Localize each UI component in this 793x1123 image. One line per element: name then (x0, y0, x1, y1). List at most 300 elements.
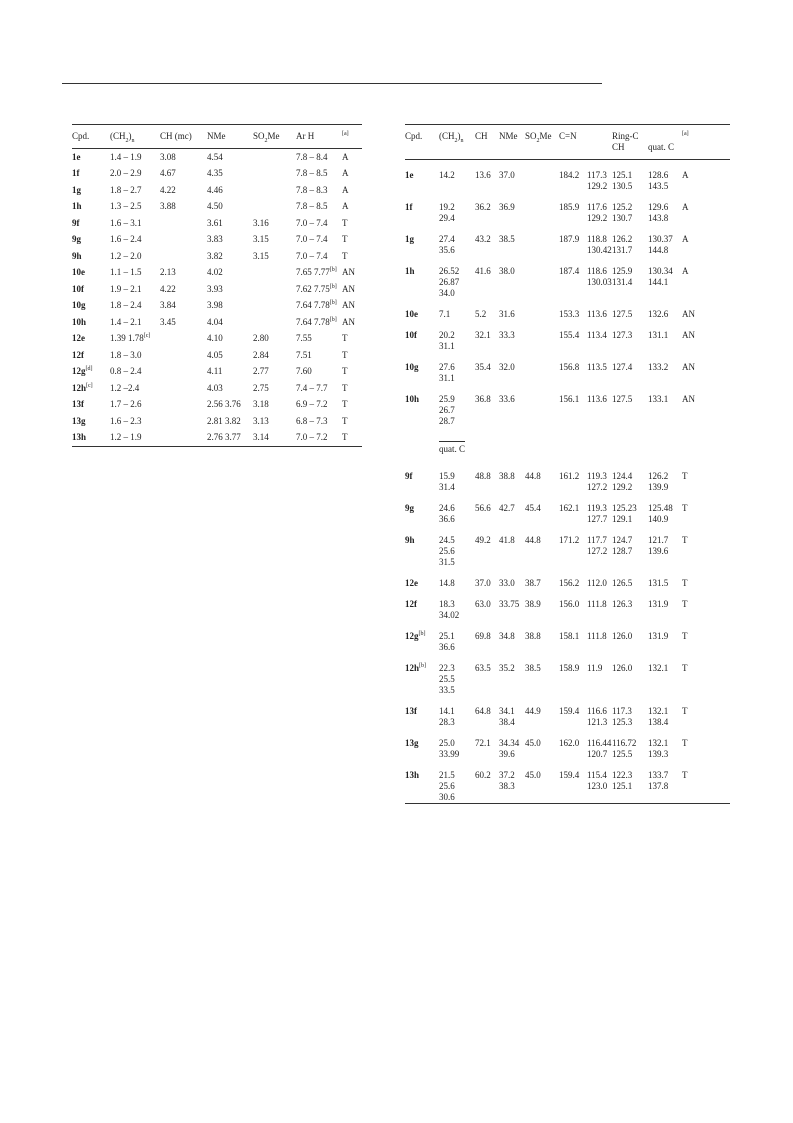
cell-cn: 156.1 (559, 394, 580, 404)
cell-ring-ch-1: 113.6 (587, 309, 607, 319)
cell-ch2n: 19.2 29.4 (439, 202, 455, 223)
table-row (405, 299, 730, 320)
cell-solvent: T (342, 234, 348, 245)
table-header-row (405, 125, 730, 143)
cell-ring-ch-1: 115.4 123.0 (587, 770, 608, 791)
cell-ring-ch-1: 116.44 120.7 (587, 738, 612, 759)
table-row (405, 568, 730, 589)
cell-solvent: T (342, 399, 348, 410)
cell-ch: 60.2 (475, 770, 491, 780)
cell-so2me: 3.15 (253, 234, 269, 245)
cell-ch: 13.6 (475, 170, 491, 180)
cell-solvent: T (342, 432, 348, 443)
cell-cpd: 10e (72, 267, 85, 278)
cell-solvent: T (682, 770, 688, 780)
cell-so2me: 3.16 (253, 217, 269, 228)
table-row (405, 728, 730, 760)
cell-nme: 38.0 (499, 266, 515, 276)
top-rule (62, 83, 602, 84)
cell-ring-quat: 132.1 139.3 (648, 738, 669, 759)
cell-nme: 2.76 3.77 (207, 432, 241, 443)
cell-so2me: 3.13 (253, 415, 269, 426)
cell-ch2n: 14.2 (439, 170, 455, 180)
cell-arh: 7.8 – 8.5 (296, 168, 328, 179)
cell-ring-quat: 130.34 144.1 (648, 266, 673, 287)
cell-nme: 2.56 3.76 (207, 399, 241, 410)
col-header-ch2n: $(CH_2)_n$ (439, 131, 464, 144)
cell-ring-quat: 126.2 139.9 (648, 471, 669, 492)
cell-ch: 64.8 (475, 706, 491, 716)
cell-ring-quat: 128.6 143.5 (648, 170, 669, 191)
col-header-so2me: $SO_2Me$ (253, 131, 280, 144)
cell-ch2n: 25.1 36.6 (439, 631, 455, 652)
cell-nme: 35.2 (499, 663, 515, 673)
cell-solvent: A (682, 202, 689, 212)
cell-so2me (253, 149, 296, 166)
cell-so2me: 44.9 (525, 706, 541, 716)
cell-cpd: 1h (405, 266, 415, 276)
cell-ch: 69.8 (475, 631, 491, 641)
cell-nme: 34.1 38.4 (499, 706, 515, 727)
cell-ring-ch-2: 125.2 130.7 (612, 202, 633, 223)
cell-ring-ch-1: 111.8 (587, 599, 607, 609)
cell-ring-ch-1: 116.6 121.3 (587, 706, 608, 727)
cell-cpd: 12g[b] (405, 631, 426, 641)
cell-ch (160, 331, 207, 348)
cell-solvent: A (682, 266, 689, 276)
cell-nme: 4.46 (207, 184, 223, 195)
cell-ch: 35.4 (475, 362, 491, 372)
cell-solvent: T (682, 535, 688, 545)
cell-ring-ch-2: 126.5 (612, 578, 633, 588)
cell-arh: 7.8 – 8.3 (296, 184, 328, 195)
table-body-upper (405, 160, 730, 428)
table-row (72, 298, 362, 315)
cell-ring-ch-1: 118.8 130.42 (587, 234, 612, 255)
table-row (405, 192, 730, 224)
cell-cpd: 10g (72, 300, 86, 311)
cell-so2me: 3.15 (253, 250, 269, 261)
cell-ch: 3.84 (160, 300, 176, 311)
cell-cn: 159.4 (559, 770, 580, 780)
cell-cpd: 13h (405, 770, 420, 780)
cell-cpd: 12g[d] (72, 366, 93, 377)
cell-solvent: A (342, 168, 349, 179)
cell-ch2n: 1.6 – 2.3 (110, 415, 142, 426)
cell-ring-quat: 132.6 (648, 309, 669, 319)
cell-so2me (253, 166, 296, 183)
cell-cpd: 13g (405, 738, 419, 748)
cell-cpd: 1f (405, 202, 413, 212)
cell-arh: 7.64 7.78[b] (296, 300, 337, 311)
cell-cn: 187.9 (559, 234, 580, 244)
cell-ring-quat: 130.37 144.8 (648, 234, 673, 255)
cell-so2me (253, 265, 296, 282)
cell-cpd: 10f (72, 283, 84, 294)
cell-solvent: T (682, 663, 688, 673)
table-row (72, 331, 362, 348)
cell-so2me (525, 384, 559, 427)
cell-ring-ch-2: 126.2 131.7 (612, 234, 633, 255)
cell-ring-quat: 133.1 (648, 394, 669, 404)
cell-so2me (525, 192, 559, 224)
cell-ch2n: 1.2 – 2.0 (110, 250, 142, 261)
cell-nme: 4.35 (207, 168, 223, 179)
table-row (72, 232, 362, 249)
cell-cpd: 12f (405, 599, 417, 609)
cell-ring-quat: 132.1 138.4 (648, 706, 669, 727)
cell-so2me: 38.8 (525, 631, 541, 641)
cell-cn: 171.2 (559, 535, 580, 545)
col-header-nme: NMe (207, 131, 226, 141)
cell-nme: 3.98 (207, 300, 223, 311)
cell-ring-quat: 131.1 (648, 330, 669, 340)
cell-so2me (525, 299, 559, 320)
cell-so2me: 45.0 (525, 770, 541, 780)
cell-nme: 34.8 (499, 631, 515, 641)
cell-ring-quat: 131.9 (648, 631, 669, 641)
table-row (405, 760, 730, 804)
cell-so2me (525, 224, 559, 256)
cell-ch: 36.8 (475, 394, 491, 404)
table-row (405, 160, 730, 193)
cell-ch: 49.2 (475, 535, 491, 545)
cell-nme: 32.0 (499, 362, 515, 372)
cell-so2me: 38.9 (525, 599, 541, 609)
cell-ch (160, 347, 207, 364)
cell-solvent: AN (682, 330, 695, 340)
col-header-nme: NMe (499, 131, 518, 141)
cell-arh: 7.65 7.77[b] (296, 267, 337, 278)
cell-ch: 5.2 (475, 309, 487, 319)
table-row (405, 653, 730, 696)
table-row (72, 182, 362, 199)
quat-c-label: quat. C (439, 441, 465, 455)
cell-so2me: 3.18 (253, 399, 269, 410)
cell-nme: 36.9 (499, 202, 515, 212)
cell-cn: 156.2 (559, 578, 580, 588)
cell-cpd: 13g (72, 415, 86, 426)
table-row (72, 347, 362, 364)
cell-ch2n: 1.9 – 2.1 (110, 283, 142, 294)
cell-ring-ch-2: 125.23 129.1 (612, 503, 637, 524)
cell-cpd: 1f (72, 168, 80, 179)
cell-ch2n: 14.8 (439, 578, 455, 588)
table-row (72, 248, 362, 265)
cell-ch2n: 1.1 – 1.5 (110, 267, 142, 278)
cell-nme: 33.3 (499, 330, 515, 340)
cell-arh: 7.64 7.78[b] (296, 316, 337, 327)
cell-so2me: 45.4 (525, 503, 541, 513)
cell-ring-ch-1: 119.3 127.2 (587, 471, 608, 492)
cell-arh: 7.8 – 8.5 (296, 201, 328, 212)
cell-ring-ch-1: 117.7 127.2 (587, 535, 608, 556)
cell-ch2n: 1.6 – 2.4 (110, 234, 142, 245)
cell-ring-ch-2: 125.9 131.4 (612, 266, 633, 287)
cell-so2me: 2.84 (253, 349, 269, 360)
table-row (405, 256, 730, 299)
cell-cpd: 1e (72, 151, 81, 162)
cell-ch2n: 27.6 31.1 (439, 362, 455, 383)
cell-cpd: 12f (72, 349, 84, 360)
cell-solvent: T (682, 578, 688, 588)
cell-arh: 7.0 – 7.4 (296, 217, 328, 228)
cell-cn: 156.8 (559, 362, 580, 372)
cell-so2me: 45.0 (525, 738, 541, 748)
cell-cpd: 1g (405, 234, 414, 244)
cell-ch2n: 0.8 – 2.4 (110, 366, 142, 377)
cell-ring-ch-2: 127.4 (612, 362, 633, 372)
cell-arh: 6.8 – 7.3 (296, 415, 328, 426)
cell-ring-ch-2: 127.3 (612, 330, 633, 340)
col-header-solvent: [a] (342, 131, 349, 137)
col-header-ring-ch: CH (612, 142, 625, 152)
table-row (405, 493, 730, 525)
cell-solvent: T (342, 250, 348, 261)
table-row (72, 166, 362, 183)
cell-cn: 184.2 (559, 170, 580, 180)
cell-solvent: T (682, 706, 688, 716)
cell-cpd: 13f (405, 706, 417, 716)
cell-nme: 2.81 3.82 (207, 415, 241, 426)
cell-cn: 153.3 (559, 309, 580, 319)
cell-ring-ch-2: 126.0 (612, 663, 633, 673)
cell-cn: 155.4 (559, 330, 580, 340)
cell-ch2n: 25.9 26.7 28.7 (439, 394, 455, 426)
cell-ring-ch-1: 117.3 129.2 (587, 170, 608, 191)
cell-ring-ch-2: 126.3 (612, 599, 633, 609)
cell-nme: 3.61 (207, 217, 223, 228)
cell-cpd: 12e (405, 578, 418, 588)
cell-cn: 158.1 (559, 631, 580, 641)
cell-ring-quat: 133.7 137.8 (648, 770, 669, 791)
cell-nme: 41.8 (499, 535, 515, 545)
cell-cpd: 13h (72, 432, 87, 443)
cell-ring-ch-1: 113.6 (587, 394, 607, 404)
cell-solvent: AN (342, 316, 355, 327)
table-row (405, 224, 730, 256)
cell-ch2n: 1.3 – 2.5 (110, 201, 142, 212)
cell-so2me (525, 352, 559, 384)
cell-so2me: 44.8 (525, 471, 541, 481)
table-row (72, 314, 362, 331)
cell-ring-ch-1: 113.4 (587, 330, 607, 340)
cell-ring-quat: 133.2 (648, 362, 669, 372)
cell-arh: 7.4 – 7.7 (296, 382, 328, 393)
cell-solvent: A (682, 234, 689, 244)
cell-so2me: 38.5 (525, 663, 541, 673)
col-header-arh: Ar H (296, 131, 315, 141)
proton-nmr-table (72, 124, 362, 447)
cell-arh: 7.8 – 8.4 (296, 151, 328, 162)
cell-solvent: A (342, 151, 349, 162)
cell-solvent: A (682, 170, 689, 180)
table-row (72, 265, 362, 282)
cell-nme: 34.34 39.6 (499, 738, 520, 759)
cell-arh: 7.60 (296, 366, 312, 377)
cell-ch: 32.1 (475, 330, 491, 340)
col-header-ring-c: Ring-C (612, 131, 639, 141)
cell-ch2n: 1.4 – 1.9 (110, 151, 142, 162)
table-row (72, 215, 362, 232)
cell-cn: 162.0 (559, 738, 580, 748)
carbon-nmr-table (405, 124, 730, 804)
cell-ch (160, 364, 207, 381)
table-row (405, 696, 730, 728)
col-header-so2me: $SO_2Me$ (525, 131, 552, 144)
cell-ch: 41.6 (475, 266, 491, 276)
cell-cpd: 9g (72, 234, 81, 245)
cell-ch (160, 215, 207, 232)
cell-solvent: T (682, 503, 688, 513)
table-body (72, 149, 362, 447)
col-header-ch: CH (475, 131, 488, 141)
cell-so2me: 44.8 (525, 535, 541, 545)
col-header-ch2n: $(CH_2)_n$ (110, 131, 135, 144)
cell-ch2n: 24.6 36.6 (439, 503, 455, 524)
cell-solvent: T (342, 415, 348, 426)
cell-ring-quat: 121.7 139.6 (648, 535, 669, 556)
cell-solvent: A (342, 201, 349, 212)
cell-so2me (253, 281, 296, 298)
cell-ring-ch-1: 112.0 (587, 578, 607, 588)
cell-ring-ch-2: 124.4 129.2 (612, 471, 633, 492)
cell-ch: 56.6 (475, 503, 491, 513)
cell-so2me (525, 256, 559, 299)
cell-cn: 158.9 (559, 663, 580, 673)
cell-arh: 7.0 – 7.2 (296, 432, 328, 443)
cell-ring-ch-2: 117.3 125.3 (612, 706, 633, 727)
cell-cpd: 10e (405, 309, 418, 319)
table-row (405, 461, 730, 493)
cell-so2me: 3.14 (253, 432, 269, 443)
cell-ch (160, 430, 207, 447)
cell-cn: 187.4 (559, 266, 580, 276)
cell-nme: 4.02 (207, 267, 223, 278)
cell-solvent: AN (682, 394, 695, 404)
cell-ring-ch-1: 11.9 (587, 663, 603, 673)
cell-ch2n: 7.1 (439, 309, 451, 319)
cell-so2me (253, 182, 296, 199)
cell-solvent: AN (342, 267, 355, 278)
cell-nme: 33.6 (499, 394, 515, 404)
table-row (72, 397, 362, 414)
cell-ring-ch-2: 127.5 (612, 309, 633, 319)
cell-cpd: 12h[c] (72, 382, 93, 393)
cell-ch (160, 380, 207, 397)
cell-ch: 63.5 (475, 663, 491, 673)
cell-nme: 31.6 (499, 309, 515, 319)
cell-ch2n: 1.39 1.78[c] (110, 333, 151, 344)
col-header-cn: C=N (559, 131, 577, 141)
cell-ch (160, 397, 207, 414)
table-row (405, 621, 730, 653)
table-body-lower (405, 461, 730, 804)
cell-cpd: 1g (72, 184, 81, 195)
cell-ch2n: 1.8 – 2.7 (110, 184, 142, 195)
cell-ch: 72.1 (475, 738, 491, 748)
cell-nme: 3.82 (207, 250, 223, 261)
cell-ring-quat: 131.9 (648, 599, 669, 609)
cell-ch2n: 21.5 25.6 30.6 (439, 770, 455, 802)
col-header-ch: CH (mc) (160, 131, 192, 141)
cell-so2me: 38.7 (525, 578, 541, 588)
table-row (72, 199, 362, 216)
cell-ch (160, 413, 207, 430)
cell-arh: 7.0 – 7.4 (296, 250, 328, 261)
cell-ring-quat: 132.1 (648, 663, 669, 673)
cell-so2me (253, 298, 296, 315)
cell-nme: 4.03 (207, 382, 223, 393)
cell-ch2n: 26.52 26.87 34.0 (439, 266, 460, 298)
cell-ring-ch-1: 111.8 (587, 631, 607, 641)
cell-ring-ch-2: 127.5 (612, 394, 633, 404)
cell-so2me: 2.80 (253, 333, 269, 344)
cell-nme: 4.04 (207, 316, 223, 327)
cell-cn: 162.1 (559, 503, 580, 513)
cell-cpd: 9h (72, 250, 82, 261)
table-row (405, 384, 730, 427)
cell-nme: 3.93 (207, 283, 223, 294)
cell-cpd: 9h (405, 535, 415, 545)
cell-so2me: 2.77 (253, 366, 269, 377)
cell-ch: 4.22 (160, 184, 176, 195)
cell-ch2n: 1.4 – 2.1 (110, 316, 142, 327)
cell-nme: 37.2 38.3 (499, 770, 515, 791)
cell-cn: 159.4 (559, 706, 580, 716)
cell-ch2n: 18.3 34.02 (439, 599, 460, 620)
cell-ch2n: 1.2 –2.4 (110, 382, 140, 393)
cell-ch: 48.8 (475, 471, 491, 481)
cell-cpd: 13f (72, 399, 84, 410)
col-header-cpd: Cpd. (72, 131, 90, 141)
cell-cpd: 10h (405, 394, 420, 404)
cell-ch2n: 14.1 28.3 (439, 706, 455, 727)
cell-arh: 7.51 (296, 349, 312, 360)
table-row (72, 281, 362, 298)
cell-cpd: 1e (405, 170, 414, 180)
cell-ring-ch-1: 113.5 (587, 362, 607, 372)
cell-ring-quat: 129.6 143.8 (648, 202, 669, 223)
cell-so2me: 2.75 (253, 382, 269, 393)
cell-solvent: T (682, 599, 688, 609)
cell-ch (160, 248, 207, 265)
cell-solvent: T (342, 217, 348, 228)
cell-nme: 3.83 (207, 234, 223, 245)
cell-nme: 33.75 (499, 599, 520, 609)
cell-ch2n: 2.0 – 2.9 (110, 168, 142, 179)
cell-ch2n: 1.8 – 3.0 (110, 349, 142, 360)
cell-ch: 4.22 (160, 283, 176, 294)
cell-arh: 7.0 – 7.4 (296, 234, 328, 245)
table-row (405, 525, 730, 568)
cell-solvent: T (682, 738, 688, 748)
cell-nme: 37.0 (499, 170, 515, 180)
cell-ch: 36.2 (475, 202, 491, 212)
cell-nme: 4.05 (207, 349, 223, 360)
table-subheader-row (405, 142, 730, 160)
cell-arh: 7.55 (296, 333, 312, 344)
cell-ch: 4.67 (160, 168, 176, 179)
cell-ch (160, 232, 207, 249)
cell-nme: 4.50 (207, 201, 223, 212)
cell-cpd: 12h[b] (405, 663, 427, 673)
cell-ch2n: 22.3 25.5 33.5 (439, 663, 455, 695)
cell-cpd: 12e (72, 333, 85, 344)
cell-ch: 37.0 (475, 578, 491, 588)
table-row (72, 380, 362, 397)
cell-ring-ch-2: 125.1 130.5 (612, 170, 633, 191)
